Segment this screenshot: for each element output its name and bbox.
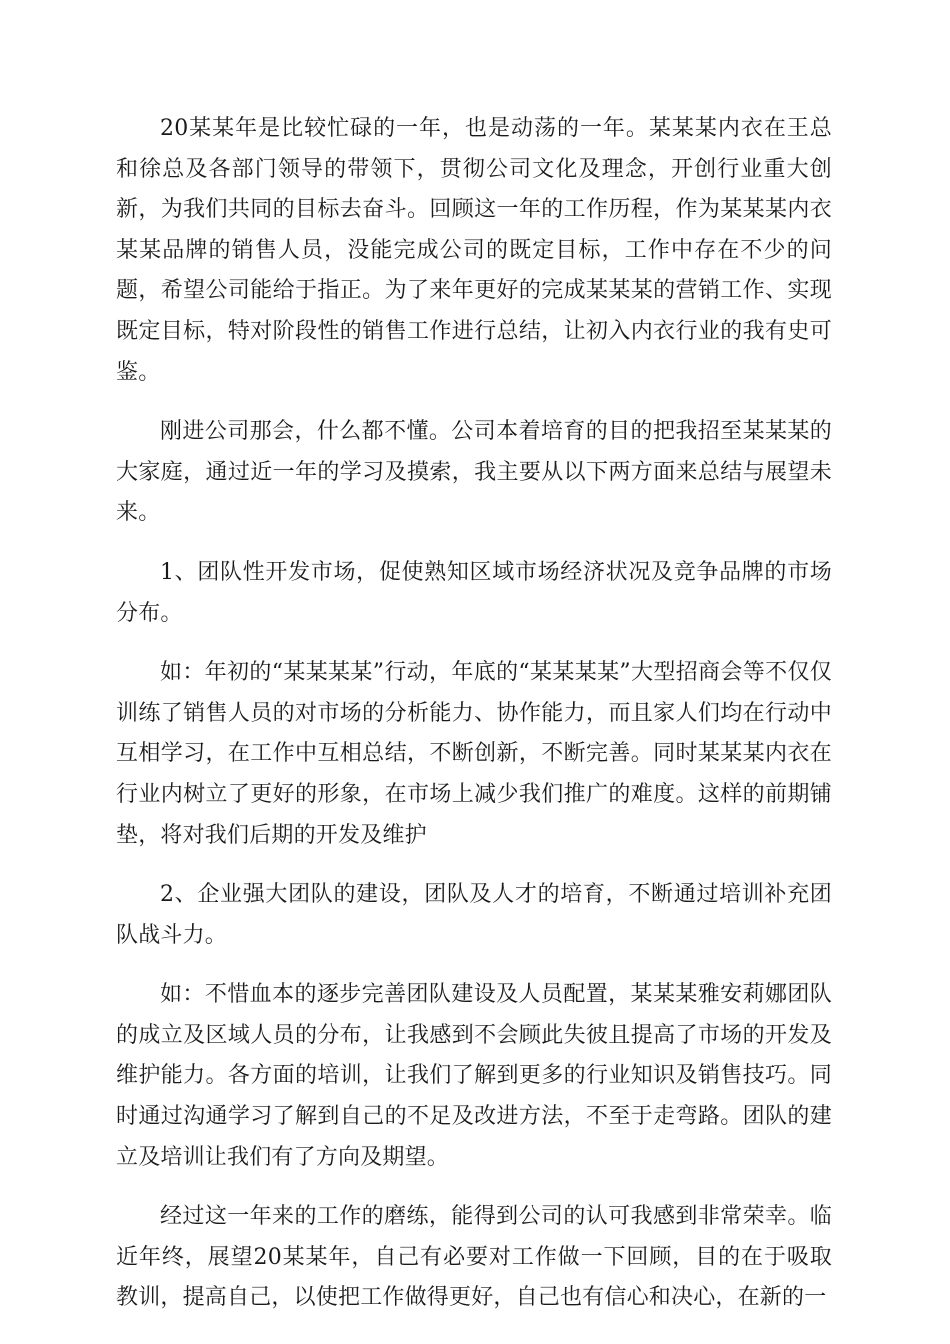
paragraph-point-1: 1、团队性开发市场，促使熟知区域市场经济状况及竞争品牌的市场分布。 <box>116 559 832 626</box>
paragraph-intro: 20某某年是比较忙碌的一年，也是动荡的一年。某某某内衣在王总和徐总及各部门领导的带领下，贯彻公司文化及理念，开创行业重大创新，为我们共同的目标去奋斗。回顾这一年的工作历程，作为某某某内衣某某品牌的销售人员，没能完成公司的既定目标，工作中存在不少的问题，希望公司能给于指正。为了来年更好的完成某某某的营销工作、实现既定目标，特对阶段性的销售工作进行总结，让初入内衣行业的我有史可鉴。 <box>116 116 832 385</box>
paragraph-point-2: 2、企业强大团队的建设，团队及人才的培育，不断通过培训补充团队战斗力。 <box>116 882 832 948</box>
paragraph-joining-company: 刚进公司那会，什么都不懂。公司本着培育的目的把我招至某某某的大家庭，通过近一年的学习及摸索，我主要从以下两方面来总结与展望未来。 <box>116 419 832 526</box>
paragraph-conclusion: 经过这一年来的工作的磨练，能得到公司的认可我感到非常荣幸。临近年终，展望20某某年，自己有必要对工作做一下回顾，目的在于吸取教训，提高自己，以使把工作做得更好，自己也有信心和决心，在新的一 <box>116 1204 832 1311</box>
paragraph-point-1-example: 如：年初的“某某某某”行动，年底的“某某某某”大型招商会等不仅仅训练了销售人员的对市场的分析能力、协作能力，而且家人们均在行动中互相学习，在工作中互相总结，不断创新，不断完善。同时某某某内衣在行业内树立了更好的形象，在市场上减少我们推广的难度。这样的前期铺垫，将对我们后期的开发及维护 <box>116 660 832 848</box>
document-body <box>116 109 832 1338</box>
paragraph-point-2-example: 如：不惜血本的逐步完善团队建设及人员配置，某某某雅安莉娜团队的成立及区域人员的分布，让我感到不会顾此失彼且提高了市场的开发及维护能力。各方面的培训，让我们了解到更多的行业知识及销售技巧。同时通过沟通学习了解到自己的不足及改进方法，不至于走弯路。团队的建立及培训让我们有了方向及期望。 <box>116 982 832 1170</box>
